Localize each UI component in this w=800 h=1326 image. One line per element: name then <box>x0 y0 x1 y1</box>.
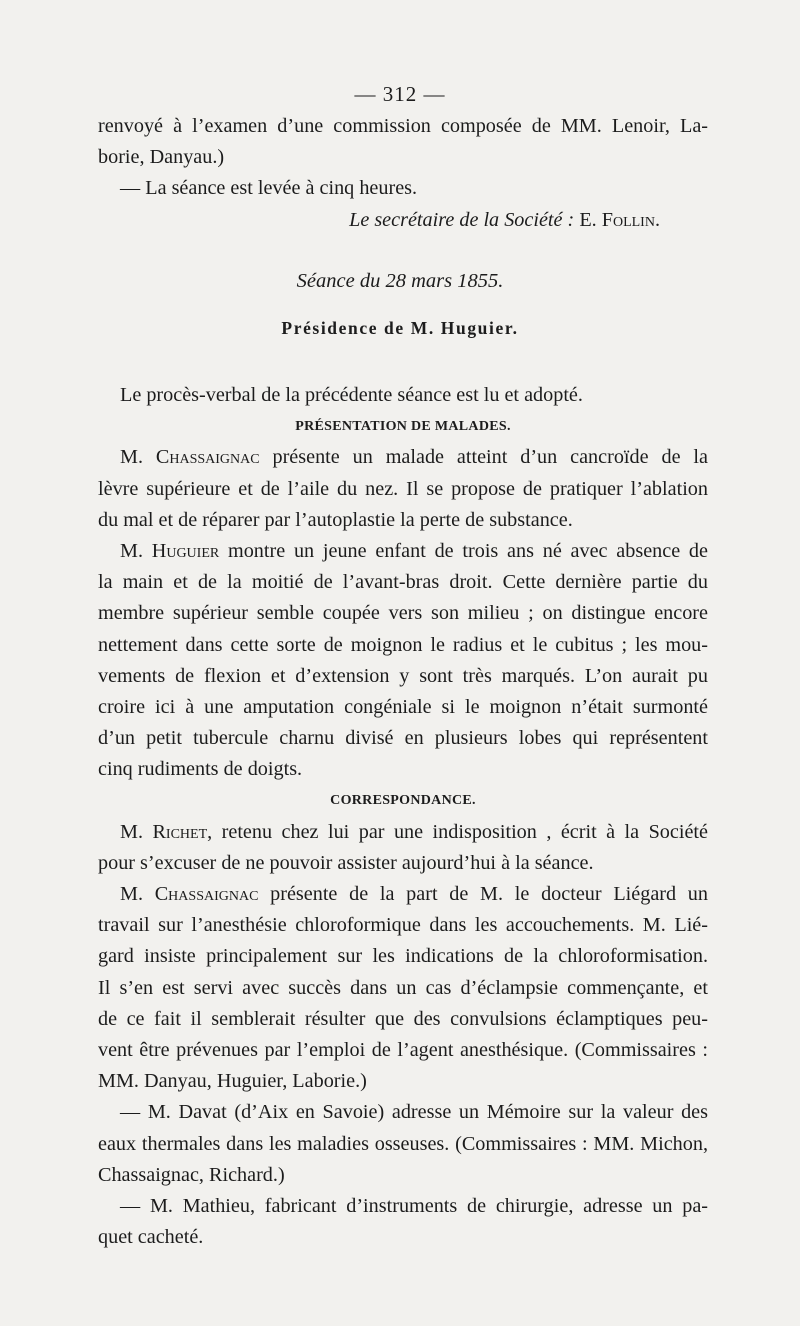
speaker-name: M. Chassaignac <box>120 446 260 469</box>
text-line: — M. Mathieu, fabricant d’instruments de chirurgie, adresse un pa- <box>120 1194 708 1217</box>
text-line: M. Chassaignac présente de la part de M. le docteur Liégard un <box>120 883 708 905</box>
seance-title: Séance du 28 mars 1855. <box>296 270 504 292</box>
text-line: nettement dans cette sorte de moignon le radius et le cubitus ; les mou- <box>98 633 708 656</box>
text-line: quet cacheté. <box>98 1226 204 1249</box>
body-block <box>98 380 708 1253</box>
text-line: du mal et de réparer par l’autoplastie la perte de substance. <box>98 508 573 531</box>
text-line: M. Richet, retenu chez lui par une indisposition , écrit à la Société <box>120 820 708 843</box>
text-line: vent être prévenues par l’emploi de l’agent anesthésique. (Commissaires : <box>98 1038 708 1061</box>
text-line: eaux thermales dans les maladies osseuses. (Commissaires : MM. Michon, <box>98 1132 708 1155</box>
page-number: — 312 — <box>354 82 446 106</box>
text-line: gard insiste principalement sur les indications de la chloroformisation. <box>98 945 708 968</box>
text-line: d’un petit tubercule charnu divisé en plusieurs lobes qui représentent <box>98 727 708 750</box>
signature-line <box>98 205 708 236</box>
speaker-name: M. Richet <box>120 820 208 843</box>
speaker-name: M. Chassaignac <box>120 883 259 905</box>
text-line: — M. Davat (d’Aix en Savoie) adresse un Mémoire sur la valeur des <box>120 1101 708 1124</box>
section-heading-correspondance: CORRESPONDANCE. <box>330 793 476 809</box>
presidence-heading: Présidence de M. Huguier. <box>281 318 519 338</box>
text-line: Il s’en est servi avec succès dans un cas d’éclampsie commençante, et <box>98 976 708 999</box>
text-line: membre supérieur semble coupée vers son milieu ; on distingue encore <box>98 602 708 625</box>
text-line: Chassaignac, Richard.) <box>98 1163 285 1186</box>
text-line: la main et de la moitié de l’avant-bras droit. Cette dernière partie du <box>98 571 708 594</box>
text-line: M. Chassaignac présente un malade atteint d’un cancroïde de la <box>120 446 708 469</box>
carryover-block <box>98 111 708 236</box>
text-line: borie, Danyau.) <box>98 146 225 169</box>
text-line: — La séance est levée à cinq heures. <box>120 177 418 200</box>
text-line: MM. Danyau, Huguier, Laborie.) <box>98 1070 367 1093</box>
text-line: M. Huguier montre un jeune enfant de trois ans né avec absence de <box>120 539 708 562</box>
signature-name: E. Follin. <box>579 208 660 231</box>
signature-label: Le secrétaire de la Société : <box>349 208 575 231</box>
proces-verbal-line: Le procès-verbal de la précédente séance est lu et adopté. <box>120 384 583 406</box>
text-line: renvoyé à l’examen d’une commission composée de MM. Lenoir, La- <box>98 115 708 137</box>
text-line: de ce fait il semblerait résulter que des convulsions éclamptiques peu- <box>98 1007 708 1030</box>
section-heading-presentation: PRÉSENTATION DE MALADES. <box>295 419 511 435</box>
text-line: croire ici à une amputation congéniale si le moignon n’était surmonté <box>98 695 708 718</box>
text-line: lèvre supérieure et de l’aile du nez. Il se propose de pratiquer l’ablation <box>98 477 708 500</box>
text-line: pour s’excuser de ne pouvoir assister aujourd’hui à la séance. <box>98 851 594 874</box>
text-line: travail sur l’anesthésie chloroformique dans les accouchements. M. Lié- <box>98 914 708 937</box>
text-line: vements de flexion et d’extension y sont très marqués. L’on aurait pu <box>98 664 708 687</box>
speaker-name: M. Huguier <box>120 539 220 562</box>
text-line: cinq rudiments de doigts. <box>98 758 303 781</box>
